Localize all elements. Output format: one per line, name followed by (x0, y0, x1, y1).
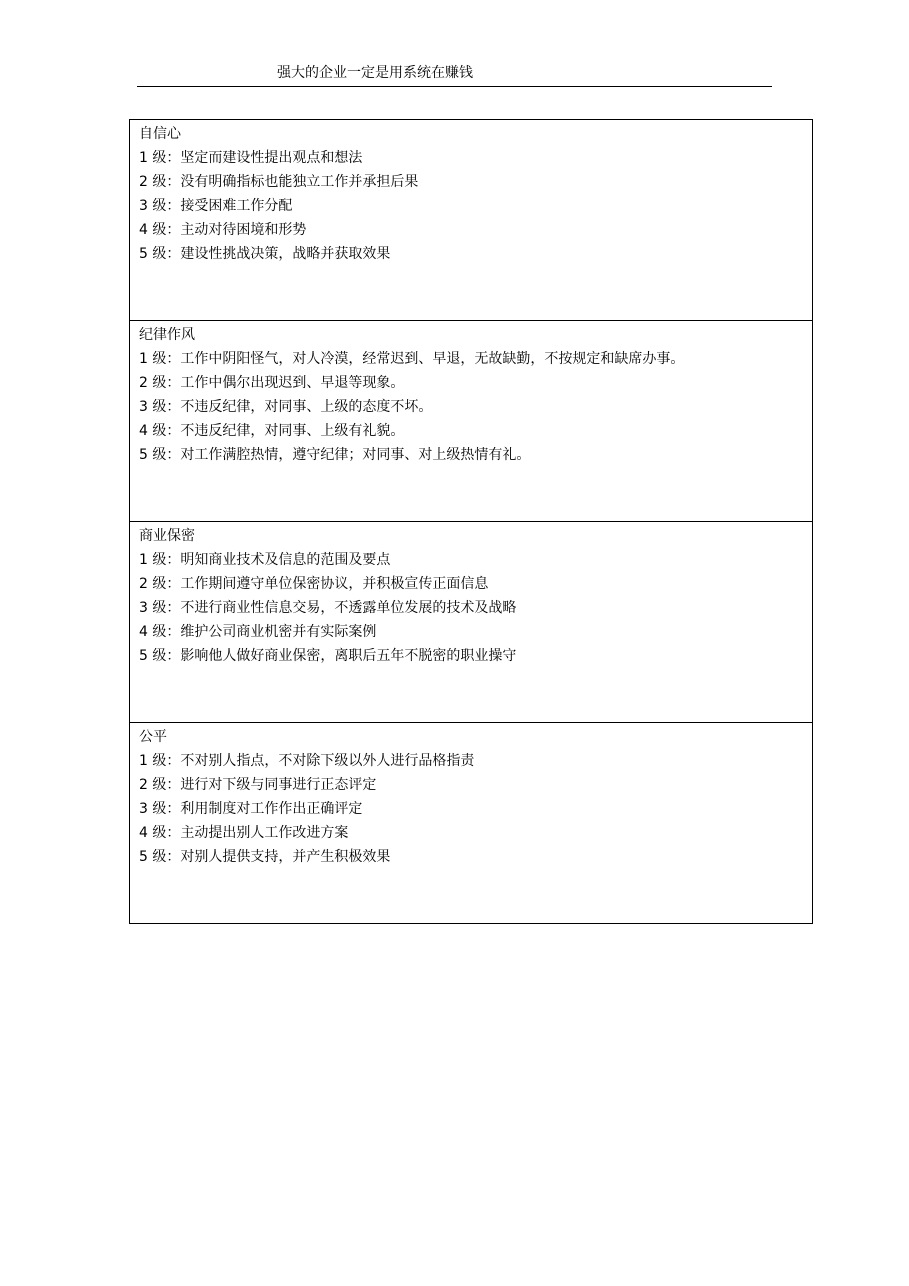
level-line: 4 级：不违反纪律，对同事、上级有礼貌。 (139, 423, 405, 439)
section-title: 自信心 (139, 126, 181, 142)
level-line: 1 级：工作中阴阳怪气，对人冷漠，经常迟到、早退，无故缺勤，不按规定和缺席办事。 (139, 351, 685, 367)
level-line: 5 级：建设性挑战决策，战略并获取效果 (139, 246, 391, 262)
page-header-text: 强大的企业一定是用系统在赚钱 (277, 65, 473, 81)
section-title: 公平 (139, 729, 167, 745)
level-line: 2 级：没有明确指标也能独立工作并承担后果 (139, 174, 419, 190)
level-line: 5 级：对工作满腔热情，遵守纪律；对同事、对上级热情有礼。 (139, 447, 531, 463)
level-line: 1 级：明知商业技术及信息的范围及要点 (139, 552, 391, 568)
level-line: 1 级：坚定而建设性提出观点和想法 (139, 150, 363, 166)
level-line: 1 级：不对别人指点，不对除下级以外人进行品格指责 (139, 753, 475, 769)
level-line: 2 级：工作中偶尔出现迟到、早退等现象。 (139, 375, 405, 391)
section-discipline (130, 321, 812, 522)
level-line: 3 级：不违反纪律，对同事、上级的态度不坏。 (139, 399, 433, 415)
page-header (137, 62, 772, 87)
level-line: 4 级：维护公司商业机密并有实际案例 (139, 624, 377, 640)
level-line: 4 级：主动提出别人工作改进方案 (139, 825, 349, 841)
level-line: 4 级：主动对待困境和形势 (139, 222, 307, 238)
competency-table (129, 119, 813, 924)
section-confidentiality (130, 522, 812, 723)
section-title: 商业保密 (139, 528, 195, 544)
section-fairness (130, 723, 812, 923)
level-line: 3 级：不进行商业性信息交易，不透露单位发展的技术及战略 (139, 600, 517, 616)
level-line: 3 级：利用制度对工作作出正确评定 (139, 801, 363, 817)
level-line: 2 级：进行对下级与同事进行正态评定 (139, 777, 377, 793)
level-line: 2 级：工作期间遵守单位保密协议，并积极宣传正面信息 (139, 576, 489, 592)
section-title: 纪律作风 (139, 327, 195, 343)
level-line: 5 级：对别人提供支持，并产生积极效果 (139, 849, 391, 865)
level-line: 3 级：接受困难工作分配 (139, 198, 293, 214)
level-line: 5 级：影响他人做好商业保密，离职后五年不脱密的职业操守 (139, 648, 517, 664)
section-confidence (130, 120, 812, 321)
